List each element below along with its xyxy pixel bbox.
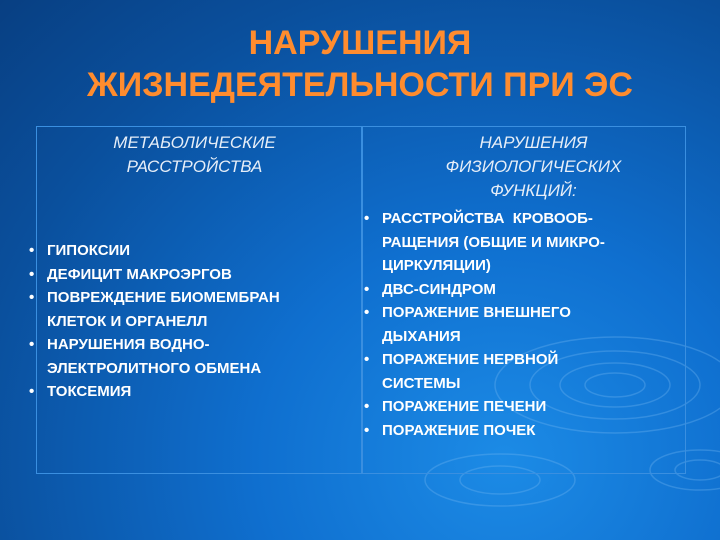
heading-line: МЕТАБОЛИЧЕСКИЕ — [113, 133, 276, 152]
list-item: • ПОРАЖЕНИЕ ВНЕШНЕГО ДЫХАНИЯ — [360, 301, 680, 348]
metabolic-disorders-heading — [27, 131, 362, 179]
physiological-disorders-column — [361, 126, 686, 474]
list-item: • ДЕФИЦИТ МАКРОЭРГОВ — [25, 263, 345, 287]
list-item: • РАССТРОЙСТВА КРОВООБ- РАЩЕНИЯ (ОБЩИЕ И МИКРО- ЦИРКУЛЯЦИИ) — [360, 207, 680, 278]
page-title — [0, 22, 720, 106]
heading-line: ФИЗИОЛОГИЧЕСКИХ — [445, 157, 622, 176]
title-line-2: ЖИЗНЕДЕЯТЕЛЬНОСТИ ПРИ ЭС — [87, 66, 633, 104]
list-item: • ПОВРЕЖДЕНИЕ БИОМЕМБРАН КЛЕТОК И ОРГАНЕЛЛ — [25, 286, 345, 333]
heading-line: РАССТРОЙСТВА — [126, 157, 263, 176]
list-item: • ТОКСЕМИЯ — [25, 380, 345, 404]
list-item: • ДВС-СИНДРОМ — [360, 278, 680, 302]
metabolic-disorders-list — [25, 239, 345, 404]
physiological-disorders-heading — [382, 131, 685, 203]
heading-line: НАРУШЕНИЯ — [479, 133, 588, 152]
title-line-1: НАРУШЕНИЯ — [248, 24, 472, 62]
list-item: • ПОРАЖЕНИЕ ПЕЧЕНИ — [360, 395, 680, 419]
metabolic-disorders-column — [36, 126, 363, 474]
heading-line: ФУНКЦИЙ: — [490, 181, 577, 200]
list-item: • ПОРАЖЕНИЕ НЕРВНОЙ СИСТЕМЫ — [360, 348, 680, 395]
list-item: • ГИПОКСИИ — [25, 239, 345, 263]
list-item: • ПОРАЖЕНИЕ ПОЧЕК — [360, 419, 680, 443]
list-item: • НАРУШЕНИЯ ВОДНО- ЭЛЕКТРОЛИТНОГО ОБМЕНА — [25, 333, 345, 380]
physiological-disorders-list — [360, 207, 680, 442]
